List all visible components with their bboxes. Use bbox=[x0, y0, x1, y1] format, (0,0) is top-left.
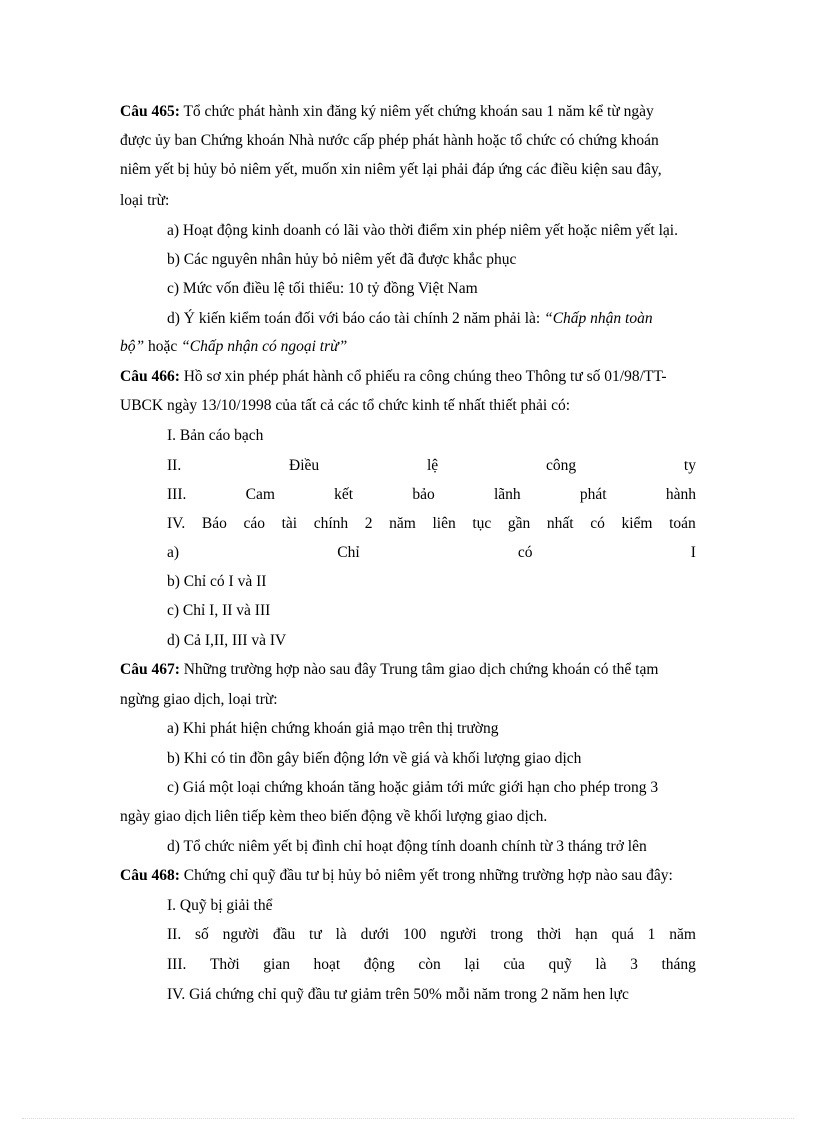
q467-option-c-line-1: c) Giá một loại chứng khoán tăng hoặc giảm tới mức giới hạn cho phép trong 3 bbox=[167, 779, 659, 796]
q468-item-3: III. Thời gian hoạt động còn lại của quỹ là 3 tháng bbox=[167, 956, 696, 973]
q466-stem-line-2: UBCK ngày 13/10/1998 của tất cả các tổ chức kinh tế nhất thiết phải có: bbox=[120, 397, 571, 414]
q465-option-d-line-1: d) Ý kiến kiểm toán đối với báo cáo tài chính 2 năm phải là: “Chấp nhận toàn bbox=[167, 310, 653, 327]
page-bottom-rule bbox=[22, 1118, 794, 1119]
q467-option-d: d) Tổ chức niêm yết bị đình chỉ hoạt động tính doanh chính từ 3 tháng trở lên bbox=[167, 838, 647, 855]
q467-option-c-line-2: ngày giao dịch liên tiếp kèm theo biến động về khối lượng giao dịch. bbox=[120, 808, 548, 825]
q466-option-c: c) Chỉ I, II và III bbox=[167, 602, 271, 619]
q465-option-d-line-2: bộ” hoặc “Chấp nhận có ngoại trừ” bbox=[120, 338, 348, 355]
q468-label: Câu 468: bbox=[120, 867, 180, 884]
q468-item-2: II. số người đầu tư là dưới 100 người trong thời hạn quá 1 năm bbox=[167, 926, 696, 943]
q466-option-b: b) Chỉ có I và II bbox=[167, 573, 267, 590]
q467-stem-line-1: Câu 467: Những trường hợp nào sau đây Trung tâm giao dịch chứng khoán có thể tạm bbox=[120, 661, 659, 678]
q465-option-a: a) Hoạt động kinh doanh có lãi vào thời điểm xin phép niêm yết hoặc niêm yết lại. bbox=[167, 222, 678, 239]
q467-option-b: b) Khi có tin đồn gây biến động lớn về giá và khối lượng giao dịch bbox=[167, 750, 582, 767]
q466-stem-line-1: Câu 466: Hồ sơ xin phép phát hành cổ phiếu ra công chúng theo Thông tư số 01/98/TT- bbox=[120, 368, 667, 385]
q465-option-c: c) Mức vốn điều lệ tối thiểu: 10 tỷ đồng Việt Nam bbox=[167, 280, 478, 297]
q466-label: Câu 466: bbox=[120, 368, 180, 385]
q466-item-1: I. Bản cáo bạch bbox=[167, 427, 264, 444]
q466-option-a: a) Chỉ có I bbox=[167, 544, 696, 561]
q466-option-d: d) Cả I,II, III và IV bbox=[167, 632, 287, 649]
q468-item-4: IV. Giá chứng chỉ quỹ đầu tư giảm trên 50% mỗi năm trong 2 năm hen lực bbox=[167, 986, 629, 1003]
q466-item-2: II. Điều lệ công ty bbox=[167, 457, 696, 474]
q465-label: Câu 465: bbox=[120, 103, 180, 120]
q468-stem: Câu 468: Chứng chỉ quỹ đầu tư bị hủy bỏ niêm yết trong những trường hợp nào sau đây: bbox=[120, 867, 673, 884]
q466-item-4: IV. Báo cáo tài chính 2 năm liên tục gần nhất có kiểm toán bbox=[167, 515, 696, 532]
q467-stem-line-2: ngừng giao dịch, loại trừ: bbox=[120, 691, 278, 708]
q467-label: Câu 467: bbox=[120, 661, 180, 678]
q465-stem-line-2: được ủy ban Chứng khoán Nhà nước cấp phép phát hành hoặc tổ chức có chứng khoán bbox=[120, 132, 659, 149]
q468-item-1: I. Quỹ bị giải thể bbox=[167, 897, 273, 914]
q465-option-b: b) Các nguyên nhân hủy bỏ niêm yết đã được khắc phục bbox=[167, 251, 517, 268]
q467-option-a: a) Khi phát hiện chứng khoán giả mạo trên thị trường bbox=[167, 720, 499, 737]
q465-stem-line-4: loại trừ: bbox=[120, 192, 170, 209]
q465-stem-line-1: Câu 465: Tổ chức phát hành xin đăng ký niêm yết chứng khoán sau 1 năm kể từ ngày bbox=[120, 103, 654, 120]
q466-item-3: III. Cam kết bảo lãnh phát hành bbox=[167, 486, 696, 503]
q465-stem-line-3: niêm yết bị hủy bỏ niêm yết, muốn xin niêm yết lại phải đáp ứng các điều kiện sau đây, bbox=[120, 161, 662, 178]
